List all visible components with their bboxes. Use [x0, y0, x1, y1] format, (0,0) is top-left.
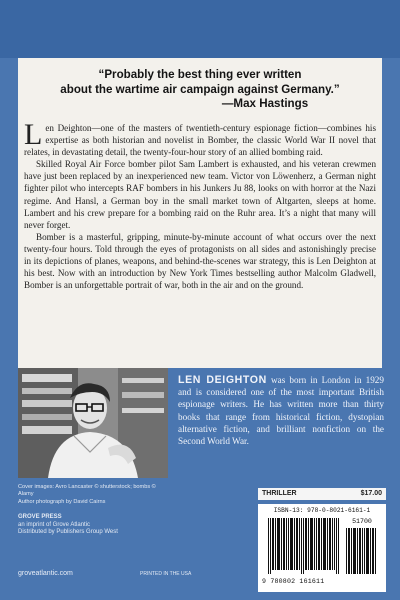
- publisher-info: [18, 514, 118, 537]
- ean-number: 9 780802 161611: [262, 578, 325, 585]
- cover-credits: [18, 484, 168, 506]
- drop-cap: L: [24, 118, 43, 151]
- paragraph-1-text: en Deighton—one of the masters of twentieth-century espionage fiction—combines his expertise as both historian and novelist in Bomber, the classic World War II novel that relates, in devastating detail, the twenty-four-hour story of an allied bombing raid.: [24, 123, 376, 158]
- description-panel: [18, 58, 382, 368]
- price-code-label: 51700: [352, 518, 372, 525]
- description-text: [18, 118, 382, 291]
- publisher-line-3: Distributed by Publishers Group West: [18, 529, 118, 536]
- author-name: LEN DEIGHTON: [178, 374, 267, 386]
- publisher-website: groveatlantic.com: [18, 570, 73, 577]
- credits-line-2: Author photograph by David Cairns: [18, 498, 106, 505]
- author-photo-image: [18, 368, 168, 478]
- publisher-line-2: an imprint of Grove Atlantic: [18, 521, 91, 528]
- quote-line-2: about the wartime air campaign against Germany.”: [60, 82, 340, 96]
- quote-attribution: —Max Hastings: [221, 97, 309, 111]
- pull-quote: [18, 68, 382, 112]
- credits-line-1: Cover images: Avro Lancaster © shutterstock; bombs © Alamy: [18, 484, 156, 498]
- price-band: [258, 488, 386, 500]
- author-photo: [18, 368, 168, 478]
- paragraph-3: Bomber is a masterful, gripping, minute-by-minute account of what occurs over the next twenty-four hours. Told through the eyes of protagonists on all sides and astonishingly precise in its depictions of planes, weapons, and behind-the-scenes war strategy, this is Len Deighton at his best. Now with an introduction by New York Times bestselling author Malcolm Gladwell, Bomber is an unforgettable portrait of war, both in the air and on the ground.: [24, 231, 376, 291]
- publisher-name: GROVE PRESS: [18, 514, 62, 520]
- barcode-box: [258, 504, 386, 592]
- price-label: $17.00: [360, 490, 382, 497]
- ean-barcode-icon: [268, 518, 340, 574]
- author-bio-text: was born in London in 1929 and is considered one of the most important British espionage writers. He has written more than thirty books that range from historical fiction, dystopian alternative fiction, and brilliant nonfiction on the Second World War.: [178, 375, 384, 447]
- genre-label: THRILLER: [262, 490, 297, 497]
- top-band: [0, 0, 400, 58]
- paragraph-2: Skilled Royal Air Force bomber pilot Sam Lambert is exhausted, and his veteran crewmen have just been replaced by an inexperienced new team. Victor von Löwenherz, a German night fighter pilot who intercepts RAF bombers in his Junkers Ju 88, looks on with horror at the Nazi regime. And Hansl, a German boy in the small market town of Altgarten, sleeps at home. Lambert and his crew prepare for a bombing raid on the Ruhr area. It’s a night that many will never forget.: [24, 159, 376, 230]
- quote-line-1: “Probably the best thing ever written: [98, 68, 302, 81]
- price-barcode-icon: [346, 528, 378, 574]
- printed-in-label: PRINTED IN THE USA: [140, 571, 192, 577]
- isbn-label: ISBN-13: 978-0-8021-6161-1: [273, 507, 371, 514]
- paragraph-1: [24, 118, 376, 158]
- author-bio: [178, 374, 384, 447]
